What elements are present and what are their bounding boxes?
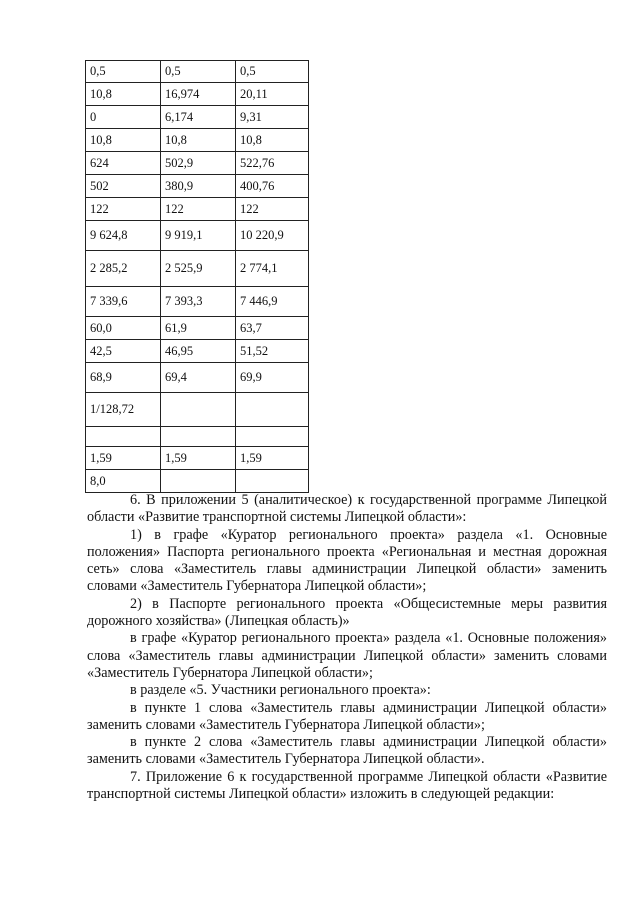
table-cell: 60,0 xyxy=(86,317,161,340)
table-cell xyxy=(236,393,309,427)
table-cell: 0,5 xyxy=(161,61,236,83)
paragraph-item-6: 6. В приложении 5 (аналитическое) к государственной программе Липецкой области «Развитие транспортной системы Липецкой области»: xyxy=(87,492,607,526)
table-cell xyxy=(236,427,309,447)
table-cell xyxy=(161,393,236,427)
amendment-text xyxy=(87,492,607,803)
table-cell: 400,76 xyxy=(236,175,309,198)
table-row xyxy=(86,198,309,221)
table-cell: 522,76 xyxy=(236,152,309,175)
table-row xyxy=(86,106,309,129)
table-cell: 42,5 xyxy=(86,340,161,363)
table-cell: 122 xyxy=(236,198,309,221)
table-cell: 10,8 xyxy=(86,83,161,106)
table-row xyxy=(86,287,309,317)
table-row xyxy=(86,83,309,106)
table-row xyxy=(86,221,309,251)
paragraph-point-2: в пункте 2 слова «Заместитель главы администрации Липецкой области» заменить словами «Заместитель Губернатора Липецкой области». xyxy=(87,734,607,768)
table-cell: 10,8 xyxy=(86,129,161,152)
table-cell: 63,7 xyxy=(236,317,309,340)
table-row xyxy=(86,393,309,427)
table-cell: 9 624,8 xyxy=(86,221,161,251)
table-cell: 1,59 xyxy=(161,447,236,470)
table-cell: 1/128,72 xyxy=(86,393,161,427)
table-row xyxy=(86,447,309,470)
table-cell: 122 xyxy=(161,198,236,221)
table-cell: 0 xyxy=(86,106,161,129)
table-row xyxy=(86,61,309,83)
table-cell: 69,4 xyxy=(161,363,236,393)
table-row xyxy=(86,340,309,363)
paragraph-item-7: 7. Приложение 6 к государственной программе Липецкой области «Развитие транспортной системы Липецкой области» изложить в следующей редакции: xyxy=(87,768,607,803)
values-table xyxy=(85,60,309,493)
table-row xyxy=(86,363,309,393)
table-row xyxy=(86,152,309,175)
table-cell: 502 xyxy=(86,175,161,198)
table-cell: 51,52 xyxy=(236,340,309,363)
table-row xyxy=(86,251,309,287)
table-cell: 2 525,9 xyxy=(161,251,236,287)
table-cell: 46,95 xyxy=(161,340,236,363)
table-cell: 20,11 xyxy=(236,83,309,106)
table-cell: 6,174 xyxy=(161,106,236,129)
paragraph-subitem-2: 2) в Паспорте регионального проекта «Общесистемные меры развития дорожного хозяйства» (Липецкая область)» xyxy=(87,595,607,630)
table-cell: 8,0 xyxy=(86,470,161,493)
table-cell xyxy=(86,427,161,447)
table-cell: 7 393,3 xyxy=(161,287,236,317)
table-cell: 2 774,1 xyxy=(236,251,309,287)
table-cell: 0,5 xyxy=(86,61,161,83)
table-cell xyxy=(161,427,236,447)
table-cell: 10,8 xyxy=(161,129,236,152)
table-cell: 502,9 xyxy=(161,152,236,175)
table-cell: 0,5 xyxy=(236,61,309,83)
paragraph-curator: в графе «Куратор регионального проекта» раздела «1. Основные положения» слова «Заместитель главы администрации Липецкой области» заменить словами «Заместитель Губернатора Липецкой области»; xyxy=(87,630,607,681)
table-cell xyxy=(161,470,236,493)
table-cell: 624 xyxy=(86,152,161,175)
table-row xyxy=(86,427,309,447)
paragraph-point-1: в пункте 1 слова «Заместитель главы администрации Липецкой области» заменить словами «Заместитель Губернатора Липецкой области»; xyxy=(87,699,607,733)
paragraph-section-5: в разделе «5. Участники регионального проекта»: xyxy=(130,682,431,699)
table-cell xyxy=(236,470,309,493)
table-cell: 69,9 xyxy=(236,363,309,393)
table-cell: 9 919,1 xyxy=(161,221,236,251)
table-row xyxy=(86,470,309,493)
table-cell: 7 446,9 xyxy=(236,287,309,317)
table-row xyxy=(86,317,309,340)
table-row xyxy=(86,129,309,152)
table-cell: 68,9 xyxy=(86,363,161,393)
table-cell: 61,9 xyxy=(161,317,236,340)
table-cell: 380,9 xyxy=(161,175,236,198)
table-cell: 122 xyxy=(86,198,161,221)
table-cell: 10 220,9 xyxy=(236,221,309,251)
paragraph-subitem-1: 1) в графе «Куратор регионального проекта» раздела «1. Основные положения» Паспорта регионального проекта «Региональная и местная дорожная сеть» слова «Заместитель главы администрации Липецкой области» заменить словами «Заместитель Губернатора Липецкой области»; xyxy=(87,526,607,595)
table-cell: 16,974 xyxy=(161,83,236,106)
table-cell: 9,31 xyxy=(236,106,309,129)
table-cell: 10,8 xyxy=(236,129,309,152)
table-cell: 7 339,6 xyxy=(86,287,161,317)
table-cell: 2 285,2 xyxy=(86,251,161,287)
table-cell: 1,59 xyxy=(86,447,161,470)
table-row xyxy=(86,175,309,198)
table-cell: 1,59 xyxy=(236,447,309,470)
